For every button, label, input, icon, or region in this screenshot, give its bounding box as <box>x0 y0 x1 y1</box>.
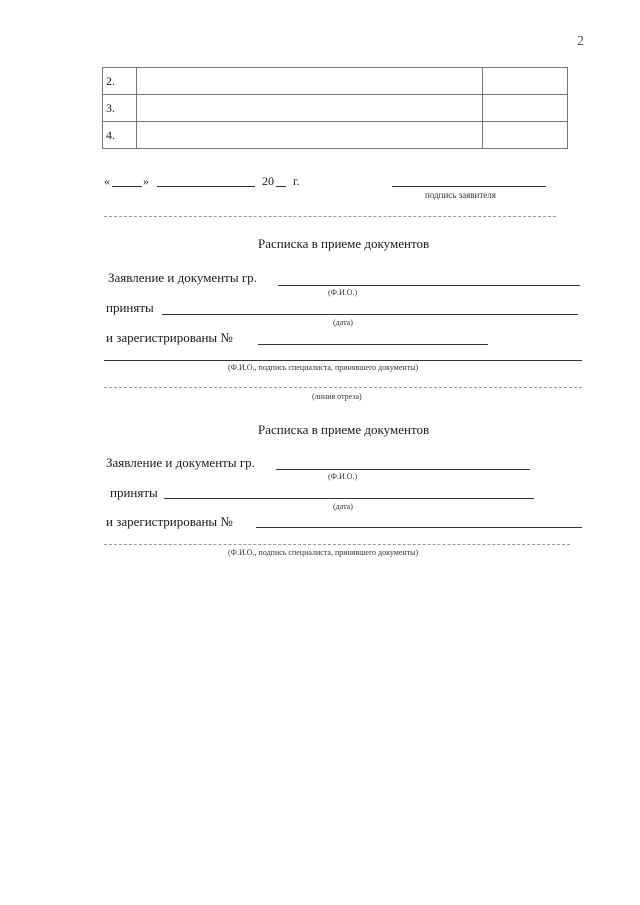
receipt2-fio-caption: (Ф.И.О.) <box>328 472 358 481</box>
receipt1-specialist-caption: (Ф.И.О., подпись специалиста, принявшего документы) <box>228 363 419 372</box>
table-cell <box>137 68 483 95</box>
row-number: 4. <box>103 122 137 149</box>
table-row <box>103 95 568 122</box>
receipt2-date-caption: (дата) <box>333 502 353 511</box>
receipt2-accepted-label: приняты <box>110 485 158 500</box>
table-cell <box>483 122 568 149</box>
table-cell <box>483 95 568 122</box>
year-prefix: 20 <box>262 174 274 188</box>
receipt2-specialist-line <box>104 544 570 545</box>
receipt1-fio-line <box>278 285 580 286</box>
receipt1-date-line <box>162 314 578 315</box>
date-close-quote: » <box>143 174 149 188</box>
table-row <box>103 122 568 149</box>
page-number: 2 <box>577 34 584 49</box>
row-number: 3. <box>103 95 137 122</box>
separator-line <box>104 216 556 217</box>
receipt1-number-line <box>258 344 488 345</box>
receipt1-date-caption: (дата) <box>333 318 353 327</box>
table-cell <box>137 95 483 122</box>
year-suffix: г. <box>293 174 300 188</box>
applicant-signature-caption: подпись заявителя <box>425 190 496 200</box>
applicant-signature-line <box>392 186 546 187</box>
cut-line-caption: (линия отреза) <box>312 392 362 401</box>
receipt1-specialist-line <box>104 360 582 361</box>
documents-table <box>102 67 568 149</box>
receipt2-date-line <box>164 498 534 499</box>
receipt2-specialist-caption: (Ф.И.О., подпись специалиста, принявшего документы) <box>228 548 419 557</box>
day-line <box>112 186 142 187</box>
cut-line <box>104 387 582 388</box>
date-open-quote: « <box>104 174 110 188</box>
receipt1-title: Расписка в приеме документов <box>258 236 430 251</box>
year-line <box>276 186 286 187</box>
receipt2-registered-label: и зарегистрированы № <box>106 514 233 529</box>
table-cell <box>483 68 568 95</box>
receipt1-statement-label: Заявление и документы гр. <box>108 270 257 285</box>
receipt1-registered-label: и зарегистрированы № <box>106 330 233 345</box>
receipt2-number-line <box>256 527 582 528</box>
receipt2-statement-label: Заявление и документы гр. <box>106 455 255 470</box>
table-cell <box>137 122 483 149</box>
receipt1-fio-caption: (Ф.И.О.) <box>328 288 358 297</box>
table-row <box>103 68 568 95</box>
month-line <box>157 186 255 187</box>
row-number: 2. <box>103 68 137 95</box>
receipt1-accepted-label: приняты <box>106 300 154 315</box>
receipt2-title: Расписка в приеме документов <box>258 422 430 437</box>
receipt2-fio-line <box>276 469 530 470</box>
